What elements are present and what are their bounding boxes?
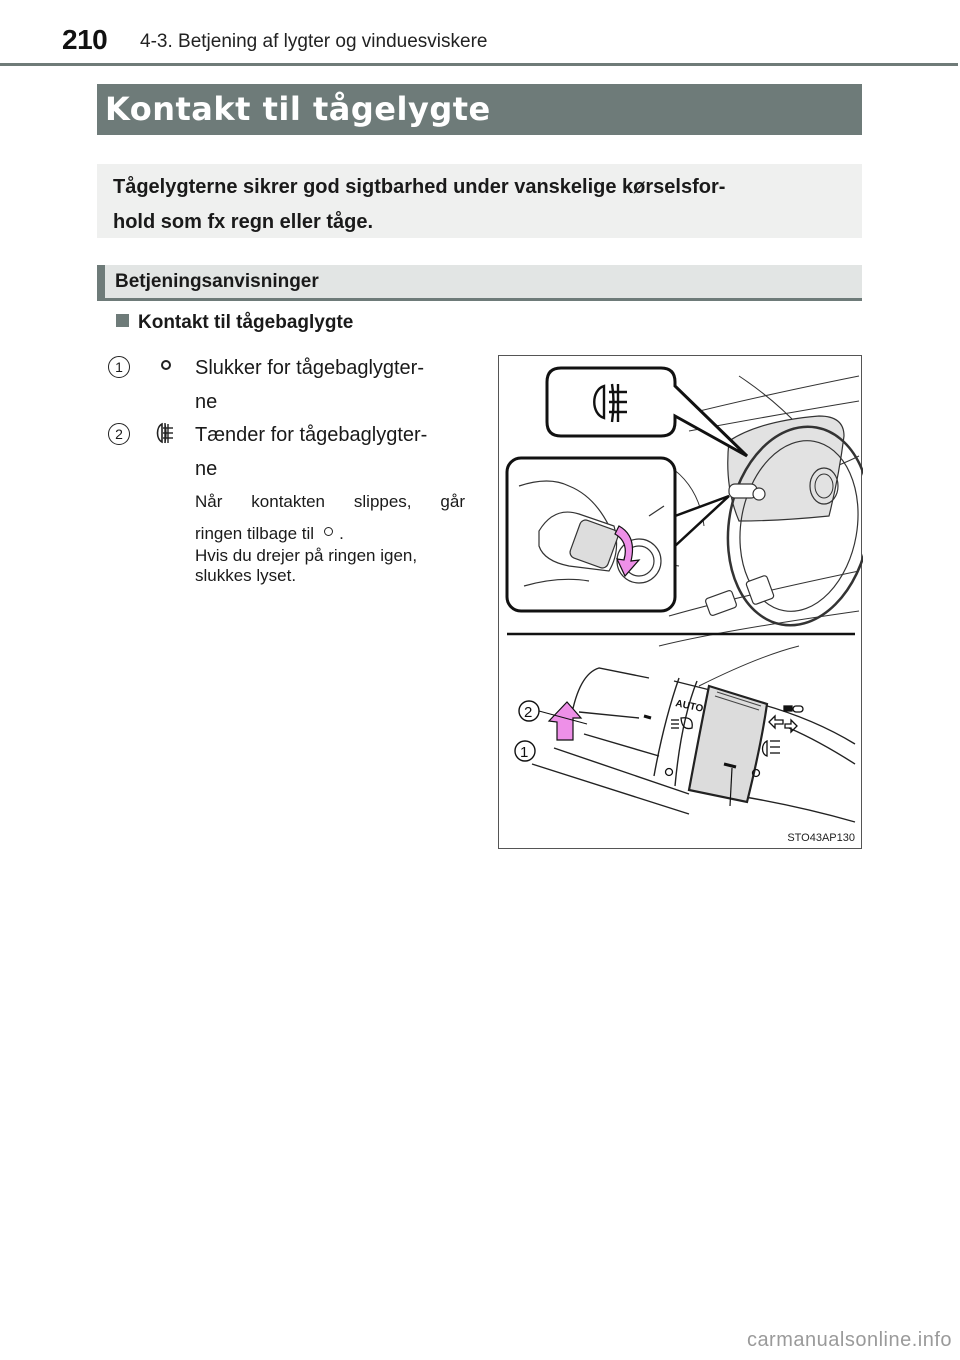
intro-line-2: hold som fx regn eller tåge.	[113, 211, 374, 233]
callout-label-2: 2	[524, 704, 533, 721]
auto-label: AUTO	[674, 698, 705, 715]
item-number: 1	[108, 356, 130, 378]
item-text-line-1: Slukker for tågebaglygter-	[195, 357, 425, 379]
figure-code: STO43AP130	[787, 832, 855, 844]
item-text-line-1: Tænder for tågebaglygter-	[195, 424, 428, 446]
page-title: Kontakt til tågelygte	[105, 90, 491, 128]
illustration-drawing	[499, 356, 863, 850]
section-heading-text: Kontakt til tågebaglygte	[138, 312, 354, 333]
callout-label-1: 1	[520, 744, 529, 761]
intro-box	[97, 164, 862, 238]
off-ring-icon	[154, 354, 184, 380]
item-text	[195, 418, 465, 486]
intro-line-1: Tågelygterne sikrer god sigtbarhed under vanskelige kørselsfor-	[113, 176, 726, 198]
chapter-title: 4-3. Betjening af lygter og vinduesviskere	[140, 31, 488, 52]
square-bullet-icon	[116, 314, 129, 327]
illustration-figure	[498, 355, 862, 849]
note-line-2	[195, 522, 465, 546]
subheading-bar	[97, 265, 862, 301]
item-number: 2	[108, 423, 130, 445]
note	[195, 490, 465, 586]
note-line-2-text: ringen tilbage til	[195, 524, 315, 543]
inset-pointer	[675, 496, 729, 546]
note-line-3: Hvis du drejer på ringen igen,	[195, 546, 418, 565]
rear-fog-light-icon	[154, 421, 184, 447]
header-rule	[0, 63, 958, 66]
callout-bubble	[547, 368, 747, 456]
item-text-line-2: ne	[195, 391, 218, 413]
note-line-4: slukkes lyset.	[195, 566, 297, 585]
note-line-2-end: .	[339, 524, 344, 543]
item-text	[195, 351, 465, 419]
page-number: 210	[62, 24, 108, 55]
section-title-box	[97, 84, 862, 135]
item-text-line-2: ne	[195, 458, 218, 480]
off-ring-icon	[324, 527, 333, 536]
watermark: carmanualsonline.info	[746, 1329, 952, 1351]
subheading: Betjeningsanvisninger	[115, 271, 319, 292]
section-heading	[116, 312, 353, 334]
note-line-1: Når kontakten slippes, går	[195, 492, 465, 511]
